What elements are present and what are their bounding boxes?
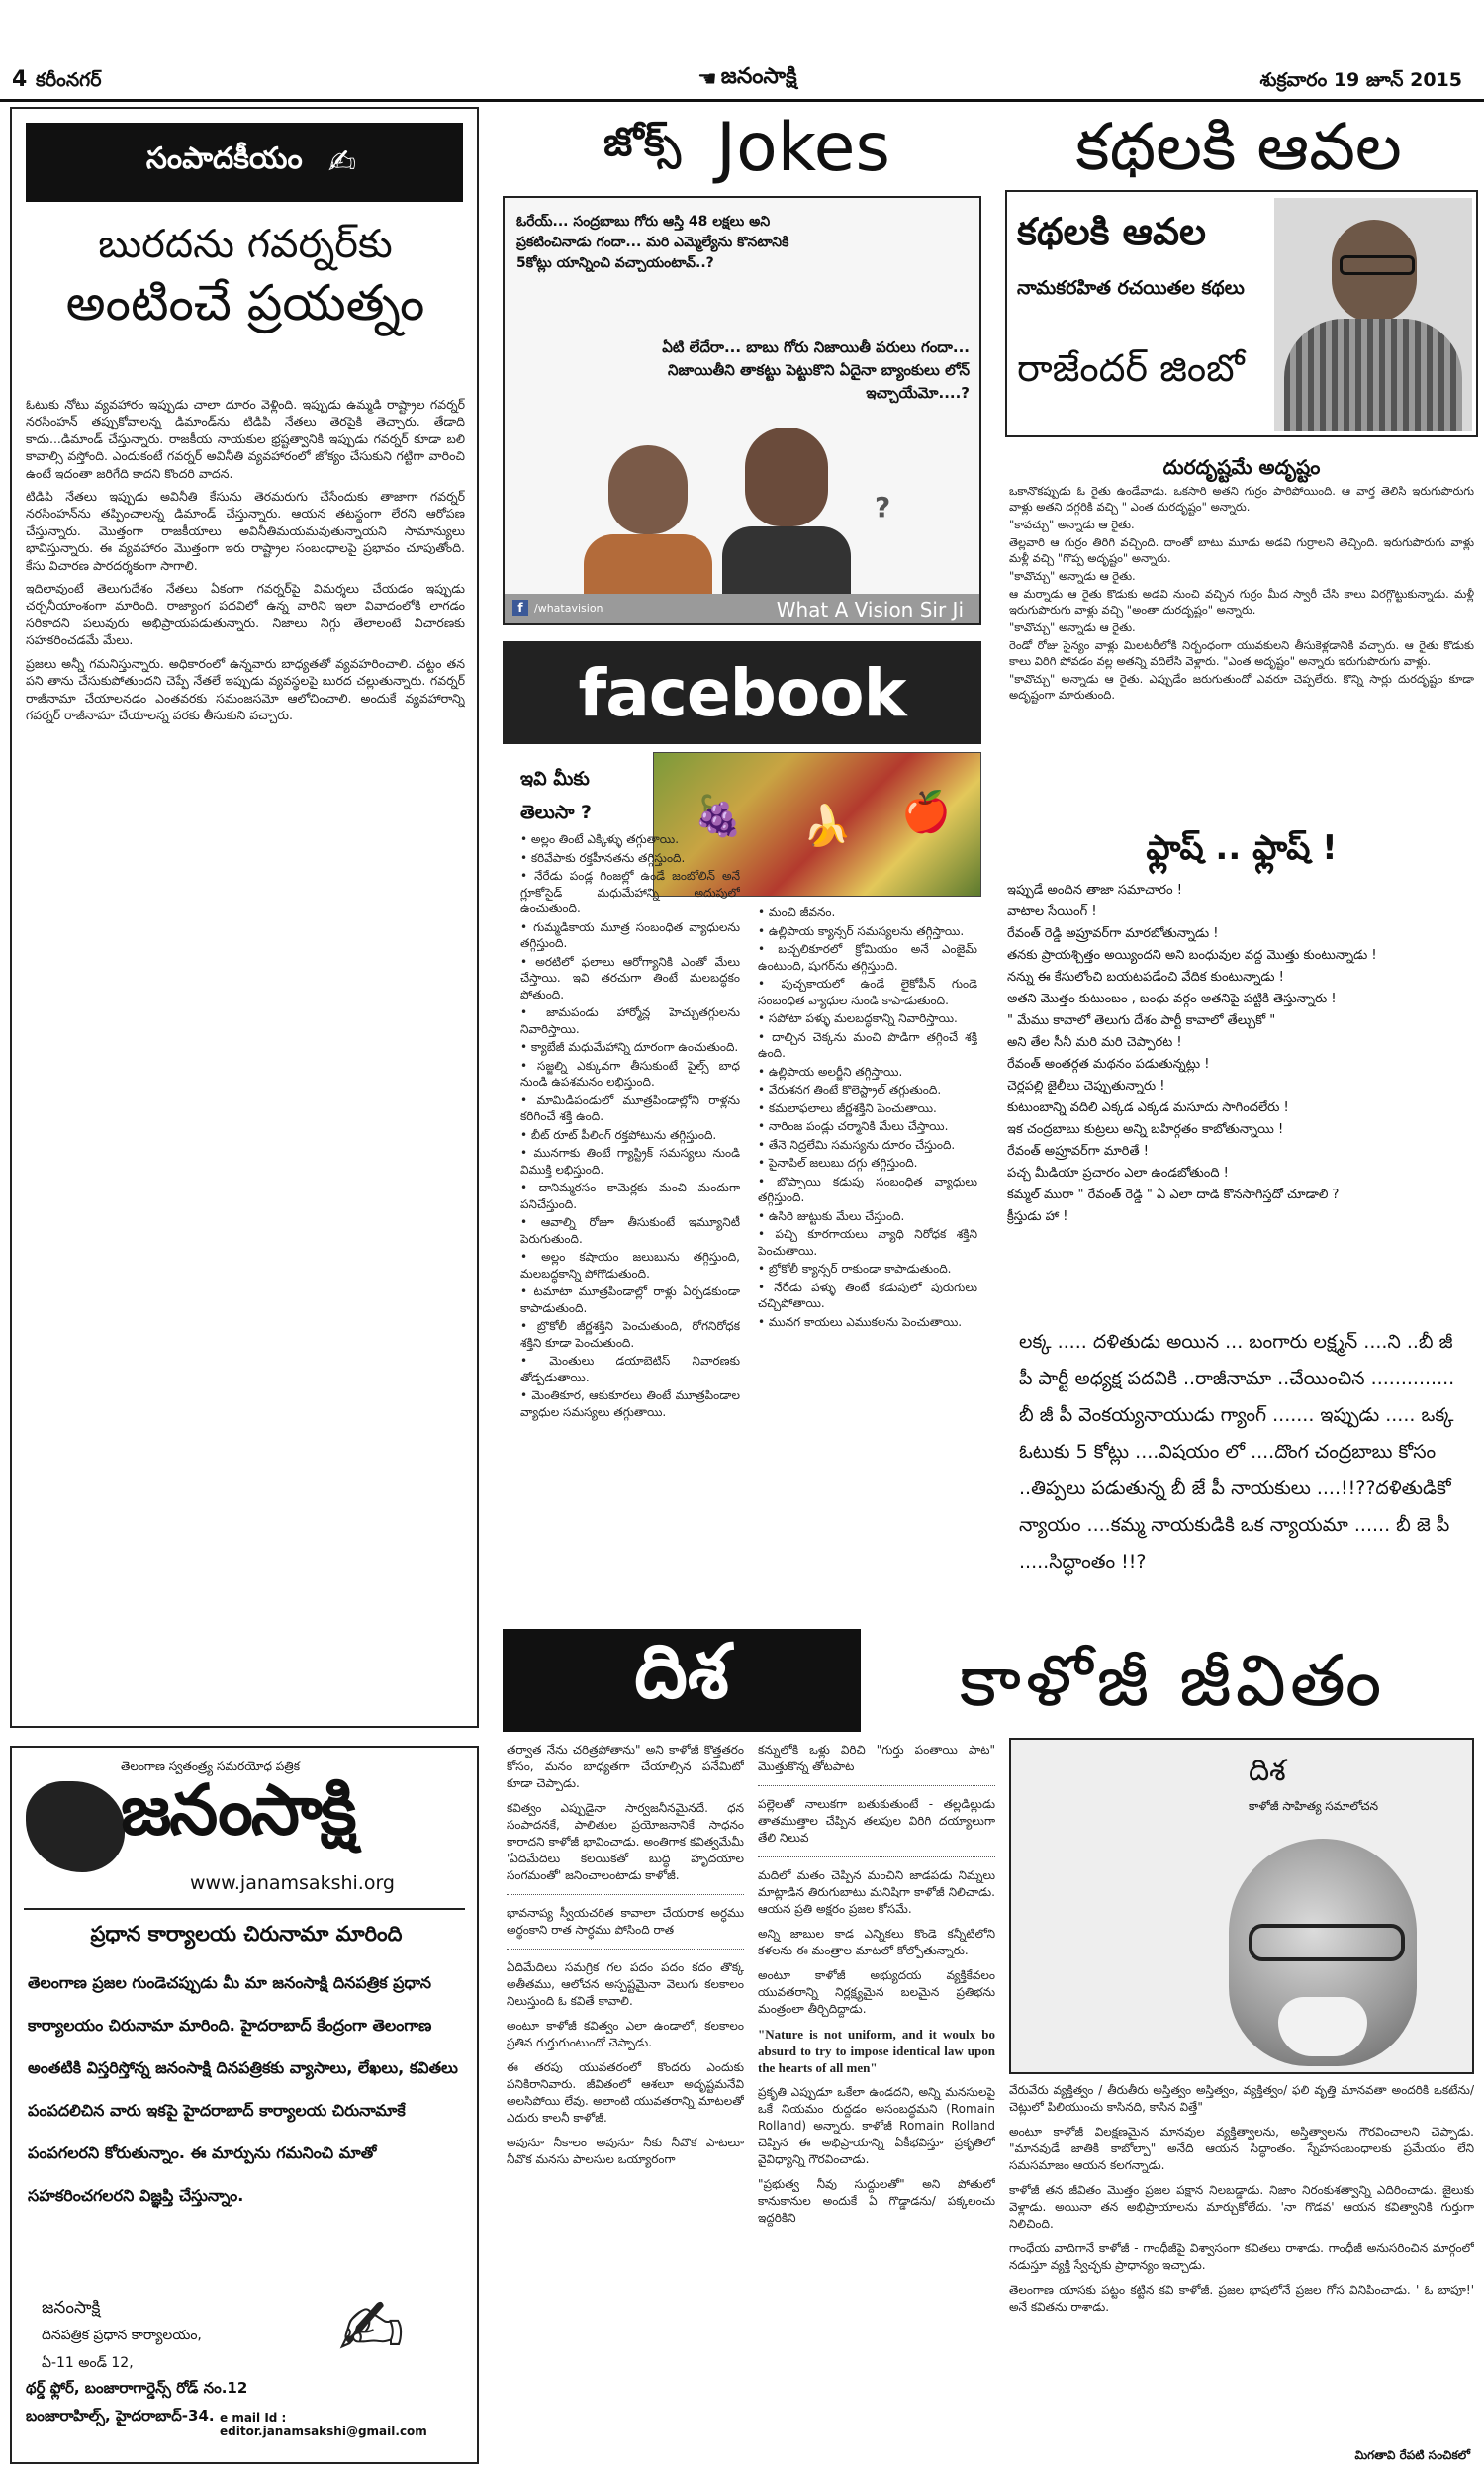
kaloji-paragraph: తెలంగాణ యాసకు పట్టం కట్టిన కవి కాళోజీ. ప్రజల భాషలోనే ప్రజల గోస వినిపించాడు. ' ఓ బాపూ!' అనే కవితను రాశాడు.: [1009, 2283, 1474, 2314]
disha-book-title: దిశ: [1249, 1754, 1286, 1788]
health-tip: • మునగ కాయలు ఎముకలను పెంచుతాయి.: [758, 1314, 963, 1329]
question-mark-icon: ?: [875, 491, 891, 523]
editorial-label: సంపాదకీయం: [133, 142, 317, 183]
flash-line: పచ్చ మీడియా ప్రచారం ఎలా ఉండబోతుంది !: [1007, 1166, 1229, 1181]
editorial-headline-line1: బురదను గవర్నర్‌కు: [98, 222, 393, 267]
kaloji-paragraph: అంటూ కాళోజీ అభ్యుదయ వ్యక్తికేవలం యువతరాన్ని నిర్లక్ష్యమైన బలమైన ప్రతిభను మంత్రంలా తీర్చిదిద్దాడు.: [758, 1968, 995, 2016]
book-cover: [1005, 190, 1478, 437]
flash-line: అతని మొత్తం కుటుంబం , బంధు వర్గం అతనిపై పట్టికి తెస్తున్నారు !: [1007, 992, 1337, 1006]
joke-bubble-1: ఓరేయ్... సంద్రబాబు గోరు ఆస్తి 48 లక్షలు అని ప్రకటించినాడు గందా... మరి ఎమ్మెల్యేను కొనటానికి 5కోట్లు యాన్నించి వచ్చాయంటావ్..?: [516, 214, 789, 271]
health-tip: • దానిమ్మరసం కామెర్లకు మంచి మందుగా పనిచేస్తుంది.: [520, 1181, 740, 1211]
health-tip: • గుమ్మడికాయ మూత్ర సంబంధిత వ్యాధులను తగ్గిస్తుంది.: [520, 919, 740, 950]
kaloji-paragraph: అంటూ కాళోజీ కవిత్వం ఎలా ఉండాలో, కలకాలం ప్రతిన గుర్తుగుంటుందో చెప్పాడు.: [507, 2019, 744, 2049]
kaloji-paragraph: ప్రకృతి ఎప్పుడూ ఒకేలా ఉండదని, అన్ని మనసులపై ఒకే నియమం రుద్దడం అసంబద్ధమని (Romain Rolland) అన్నారు. కాళోజీ Romain Rolland చెప్పిన ఈ అభిప్రాయాన్ని ఏకీభవిస్తూ ప్రకృతిలో వైవిధ్యాన్ని గౌరవించాడు.: [758, 2085, 995, 2166]
health-tip: • సపోటా పళ్ళు మలబద్ధకాన్ని నివారిస్తాయి.: [758, 1011, 958, 1025]
fruit-icon: 🍇: [694, 794, 743, 839]
flash-line: రేవంత్ రెడ్డి అప్రూవర్‌గా మారబోతున్నాడు !: [1007, 926, 1219, 941]
health-tip: • కరివేపాకు రక్తహీనతను తగ్గిస్తుంది.: [520, 850, 686, 865]
flash-line: రేవంత్ అంతర్గత మథనం పడుతున్నట్లు !: [1007, 1057, 1210, 1072]
kaloji-column-2: [758, 1742, 995, 2464]
paper-name: జనంసాక్షి: [720, 64, 797, 89]
address-line: థర్డ్ ఫ్లోర్, బంజారాగార్డెన్స్ రోడ్ నం.12: [26, 2379, 248, 2397]
editorial-label-bar: [26, 123, 463, 202]
address-line: దినపత్రిక ప్రధాన కార్యాలయం,: [42, 2328, 202, 2343]
masthead-logo: [697, 63, 797, 95]
health-tip: • వేరుశనగ తింటే కొలెస్ట్రాల్ తగ్గుతుంది.: [758, 1083, 942, 1096]
health-tip: • మంచి జీవనం.: [758, 905, 836, 919]
flash-highlight: లక్క ..... దళితుడు అయిన ... బంగారు లక్ష్మన్ ....ని ..బీ జీ పీ పార్టీ అధ్యక్ష పదవికి ..రాజీనామా ..చేయించిన .............. బీ జీ పీ వెంకయ్యనాయుడు గ్యాంగ్ ....... ఇప్పుడు ..... ఒక్క ఓటుకు 5 కోట్లు ....విషయం లో ....దొంగ చంద్రబాబు కోసం ..తిప్పలు పడుతున్న బీ జే పీ నాయకులు ....!!??దళితుడికో న్యాయం ....కమ్మ నాయకుడికి ఒక న్యాయమా ...... బీ జె పీ .....సిద్ధాంతం !!?: [1019, 1331, 1455, 1572]
flash-line: రేవంత్ అప్రూవర్‌గా మారితే !: [1007, 1144, 1149, 1159]
health-tip: • ఉల్లిపాయ క్యాన్సర్ సమస్యలను తగ్గిస్తాయి.: [758, 923, 965, 938]
flash-line: వాటాల సేయింగ్ !: [1007, 904, 1097, 919]
health-tip: • క్యాబేజీ మధుమేహాన్ని దూరంగా ఉంచుతుంది.: [520, 1040, 739, 1054]
editorial-headline: [18, 218, 473, 334]
health-tip: • తేనె నిద్రలేమి సమస్యను దూరం చేస్తుంది.: [758, 1137, 956, 1152]
kaloji-column-3: [1009, 2082, 1474, 2450]
kaloji-paragraph: కన్నులోకి ఒళ్లు విరిచి "గుర్తు పంతాయి పాట" మొత్తుకొన్న తోటపాట: [758, 1743, 995, 1773]
health-tip: • బీట్ రూట్ పీలింగ్ రక్తపోటును తగ్గిస్తుంది.: [520, 1127, 717, 1142]
separator: [507, 1949, 744, 1950]
kaloji-paragraph: వేరువేరు వ్యక్తిత్వం / తీరుతీరు అస్తిత్వం అస్తిత్వం, వ్యక్తిత్వం/ ఫలి వృత్తి మానవతా అందరికి ఒకటేను/ చెట్లులో పిలియుంచు కాసినది, కాసిన విత్తే": [1009, 2083, 1474, 2114]
disha-label-block: [503, 1629, 861, 1732]
kaloji-paragraph: కవిత్వం ఎప్పుడైనా సార్వజనీనమైనదే. ధన సంపాదనకే, పాలితుల ప్రయోజనానికే సాధనం కారాదని కాళోజీ భావించాడు. అంతిగాక కవిత్వమేమీ 'ఏదిమేదిలు కలయికతో బుద్ధి హృదయాల సంగమంతో' జనించాలంటాడు కాళోజీ.: [507, 1801, 744, 1882]
book-author: రాజేందర్ జింబో: [1017, 346, 1245, 390]
editorial-paragraph: ఓటుకు నోటు వ్యవహారం ఇప్పుడు చాలా దూరం వెళ్లింది. ఇప్పుడు ఉమ్మడి రాష్ట్రాల గవర్నర్ నరసింహన్ తప్పుకోవాలన్న డిమాండ్‌ను టిడిపి నేతలు తెరపైకి తెచ్చారు. తేడాది కాదు...డిమాండ్ చేస్తున్నారు. రాజకీయ నాయకుల భ్రష్టత్వానికి ఇప్పుడు గవర్నర్ కూడా బలి కావాల్సి వస్తోంది. ఎందుకంటే గవర్నర్ అవినీతి వ్యవహారంలో జోక్యం చేసుకుని గట్టిగా వారించి ఉంటే ఇదంతా జరిగేది కాదని కొందరి వాదన.: [26, 397, 465, 481]
jokes-cartoon: [503, 196, 981, 625]
health-tip: • కమలాఫలాలు జీర్ణశక్తిని పెంచుతాయి.: [758, 1100, 937, 1115]
health-tip: • మునగాకు తింటే గ్యాస్ట్రిక్ సమస్యలు నుండి విముక్తి లభిస్తుంది.: [520, 1146, 740, 1177]
author-photo: [1274, 198, 1472, 431]
fruit-icon: 🍌: [802, 804, 852, 849]
editorial-headline-line2: అంటించే ప్రయత్నం: [65, 274, 425, 332]
flash-title: ఫ్లాష్ .. ఫ్లాష్ !: [1146, 828, 1338, 868]
kaloji-portrait: [1199, 1829, 1446, 2074]
advert-rule: [24, 1908, 465, 1910]
story-paragraph: ఒకానొకప్పుడు ఓ రైతు ఉండేవాడు. ఒకసారి అతని గుర్రం పారిపోయింది. ఆ వార్త తెలిసి ఇరుగుపొరుగు వాళ్లు అతని దగ్గరికి వచ్చి " ఎంత దురదృష్టం" అన్నారు.: [1009, 484, 1474, 514]
disha-label: దిశ: [634, 1627, 729, 1715]
flash-line: కమ్మల్ మురా " రేవంత్ రెడ్డి " ఏ ఎలా దాడి కొనసాగిస్తదో చూడాలి ?: [1007, 1188, 1340, 1202]
story-paragraph: "కావొచ్చు" అన్నాడు ఆ రైతు.: [1009, 620, 1136, 634]
story-paragraph: "కావొచ్చు" అన్నాడు ఆ రైతు. ఎప్పుడేం జరుగుతుందో ఎవరూ చెప్పలేరు. కొన్ని సార్లు దురదృష్టం కూడా అదృష్టంగా మారుతుంది.: [1009, 672, 1474, 702]
flash-line: కుటుంబాన్ని వదిలి ఎక్కడ ఎక్కడ మసూదు సాగిందలేరు !: [1007, 1100, 1289, 1115]
separator: [758, 1856, 995, 1857]
kaloji-paragraph: ఏదిమేదిలు సమగ్రిక గల పదం పదం కదం తొక్క అతీతము, ఆలోచన అస్పష్టమైనా వెలుగు కలకాలం నిలుస్తుంది ఓ కవితే కావాలి.: [507, 1960, 744, 2008]
story-paragraph: ఆ మర్నాడు ఆ రైతు కొడుకు అడవి నుంచి వచ్చిన గుర్రం మీద స్వారీ చేసి కాలు విరగ్గొట్టుకున్నాడు. మళ్లీ ఇరుగుపొరుగు వాళ్లు వచ్చి "అంతా దురదృష్టం" అన్నారు.: [1009, 587, 1474, 617]
pen-icon: ✍: [327, 143, 357, 182]
health-tip: • అల్లం కషాయం జలుబును తగ్గిస్తుంది, మలబద్ధకాన్ని పోగొడుతుంది.: [520, 1250, 740, 1281]
kaloji-paragraph: అంటూ కాళోజీ విలక్షణమైన మానవుల వ్యక్తిత్వాలను, అస్తిత్వాలను గౌరవించాలని చెప్పాడు. "మానవుడే జాతికి కాబోల్పా" అనేది ఆయన సిద్ధాంతం. స్నేహసంబంధాలకు ప్రమేయం లేని సమసమాజం ఆయన కలగన్నాడు.: [1009, 2125, 1474, 2172]
flash-line: అని తేల సీనీ మరి మరి చెప్పారట !: [1007, 1035, 1182, 1050]
logo-hand-icon: ☚: [697, 66, 717, 92]
editorial-paragraph: టిడిపి నేతలు ఇప్పుడు అవినీతి కేసును తెరమరుగు చేసేందుకు తాజాగా గవర్నర్ నరసింహన్‌ను తప్పించాలన్న డిమాండ్ చేస్తున్నారు. ఆయన తటస్థంగా లేరని ఆరోపణ చేస్తున్నారు. మొత్తంగా రాజకీయాలు అవినీతిమయమవుతున్నాయని సామాన్యులు భావిస్తున్నారు. ఈ వ్యవహారం మొత్తంగా ఇరు రాష్ట్రాల సంబంధాలపై ప్రభావం చూపుతోంది. కేసు విచారణ పారదర్శకంగా సాగాలి.: [26, 489, 465, 573]
continued-note: మిగతావి రేపటి సంచికలో: [1354, 2448, 1470, 2462]
flash-line: తనకు ప్రాయశ్చిత్తం అయ్యిందని అని బంధువుల వద్ద మొత్తు కుంటున్నాడు !: [1007, 948, 1377, 963]
kaloji-paragraph: కాళోజీ తన జీవితం మొత్తం ప్రజల పక్షాన నిలబడ్డాడు. నిజాం నిరంకుశత్వాన్ని ఎదిరించాడు. జైలుకు వెళ్లాడు. అయినా తన అభిప్రాయాలను మార్చుకోలేదు. 'నా గొడవ' ఆయన కవిత్వానికి గుర్తుగా నిలిచింది.: [1009, 2183, 1474, 2231]
health-tip: • టమాటా మూత్రపిండాల్లో రాళ్లు ఏర్పడకుండా కాపాడుతుంది.: [520, 1285, 740, 1315]
advert-address: [42, 2294, 338, 2377]
disha-book-subtitle: కాళోజీ సాహిత్య సమాలోచన: [1249, 1799, 1379, 1813]
health-tip: • ఉసిరి జుట్టుకు మేలు చేస్తుంది.: [758, 1208, 905, 1223]
health-tip: • నేరేడు పండ్ల గింజల్లో ఉండే జంబోలిన్ అనే గ్లూకోసైడ్ మధుమేహాన్ని అదుపులో ఉంచుతుంది.: [520, 869, 740, 915]
health-tip: • ఉల్లిపాయ అలర్జీని తగ్గిస్తాయి.: [758, 1064, 903, 1079]
stories-header: కథలకి ఆవల: [1075, 109, 1402, 185]
address-line: బంజారాహిల్స్, హైదరాబాద్-34.: [26, 2407, 215, 2425]
health-tip: • దాల్చిన చెక్కను మంచి పొడిగా తగ్గించే శక్తి ఉంది.: [758, 1029, 977, 1060]
joke-bubble-2: ఏటి లేదేరా... బాబు గోరు నిజాయితీ పరులు గందా... నిజాయితీని తాకట్టు పెట్టుకొని ఏదైనా బ్యాంకులు లోన్ ఇచ్చాయేమో....?: [662, 338, 970, 402]
cartoon-caption-bar: [505, 594, 979, 623]
section-name: కరీంనగర్: [36, 69, 102, 91]
advert-panel: [10, 1746, 479, 2464]
masthead: [0, 0, 1484, 103]
health-tip: • పుచ్చకాయలో ఉండే లైకోపీన్ గుండె సంబంధిత వ్యాధుల నుండి కాపాడుతుంది.: [758, 977, 977, 1007]
advert-logo: జనంసాక్షి: [121, 1769, 355, 1851]
flash-line: చెర్లపల్లి జైలీలు చెప్పుతున్నారు !: [1007, 1079, 1165, 1094]
address-line: జనంసాక్షి: [42, 2298, 101, 2318]
facebook-tips-right: [758, 904, 977, 1613]
kaloji-quote: "Nature is not uniform, and it woulx bo absurd to try to impose identical law upon the hearts of all men": [758, 2027, 995, 2075]
book-title: కథలకి ఆవల: [1017, 210, 1206, 253]
editorial-panel: [10, 107, 479, 1728]
health-tip: • ఆవాల్ని రోజూ తీసుకుంటే ఇమ్యూనిటీ పెరుగుతుంది.: [520, 1215, 740, 1246]
facebook-question: ఇవి మీకు తెలుసా ?: [520, 768, 593, 823]
cartoon-watermark: /whatavision: [534, 602, 603, 615]
facebook-banner: [503, 641, 981, 744]
health-tip: • పచ్చి కూరగాయలు వ్యాధి నిరోధక శక్తిని పెంచుతాయి.: [758, 1227, 977, 1258]
story-paragraph: "కావచ్చు" అన్నాడు ఆ రైతు.: [1009, 518, 1135, 531]
health-tip: • బ్రొకోలీ జీర్ణశక్తిని పెంచుతుంది, రోగనిరోధక శక్తిని కూడా పెంచుతుంది.: [520, 1319, 740, 1350]
jokes-title-english: Jokes: [716, 108, 890, 187]
kaloji-paragraph: మదిలో మతం చెప్పిన మంచిని జాడపడు నిమ్నలు మాట్లాడిన తిరుగుబాటు మనిషిగా కాళోజీ నిలిచాడు. ఆయన ప్రతి అక్షరం ప్రజల కోసమే.: [758, 1868, 995, 1916]
editorial-body: [26, 396, 465, 1712]
advert-email: e mail Id : editor.janamsakshi@gmail.com: [220, 2411, 427, 2438]
story-paragraph: రెండో రోజు సైన్యం వాళ్లు మిలటరీలోకి నిర్బంధంగా యువకులని తీసుకెళ్లడానికి వచ్చారు. ఆ రైతు కొడుకు కాలు విరిగి పోవడం వల్ల అతన్ని వదిలేసి వెళ్లారు. "ఎంత అదృష్టం" అన్నారు ఇరుగుపొరుగు వాళ్లు.: [1009, 638, 1474, 668]
flash-line: ఇక చంద్రబాబు కుట్రలు అన్ని బహిర్గతం కాబోతున్నాయి !: [1007, 1122, 1284, 1137]
health-tip: • నేరేడు పళ్ళు తింటే కడుపులో పురుగులు చచ్చిపోతాయి.: [758, 1280, 977, 1310]
fruit-icon: 🍎: [901, 790, 951, 835]
issue-date: శుక్రవారం 19 జూన్ 2015: [1259, 69, 1462, 91]
address-line: ఏ-11 అండ్ 12,: [42, 2355, 134, 2371]
kaloji-paragraph: అన్ని జాబుల కాడ ఎన్నికలు కొండె కన్నీటిలోని కళలను ఈ మంత్రాల మాటలో కోల్పోతున్నారు.: [758, 1927, 995, 1957]
flash-line: క్రీస్తుడు హా !: [1007, 1209, 1068, 1224]
kaloji-paragraph: గాంధేయ వాదిగానే కాళోజీ - గాంధీజీపై విశ్వాసంగా కవితలు రాశాడు. గాంధీజీ అనుసరించిన మార్గంలో నడుస్తూ వ్యక్తి స్వేచ్ఛకు ప్రాధాన్యం ఇచ్చాడు.: [1009, 2241, 1474, 2272]
cartoon-figure-1: [584, 445, 712, 594]
story-body: [1009, 483, 1474, 815]
health-tip: • బ్రోకోలీ క్యాన్సర్ రాకుండా కాపాడుతుంది.: [758, 1262, 952, 1276]
health-tip: • మామిడిపండులో మూత్రపిండాల్లోని రాళ్లను కరిగించే శక్తి ఉంది.: [520, 1093, 740, 1123]
kaloji-paragraph: "ప్రభుత్వ నీవు సుద్దులతో" అని పోతులో కానుకానుల అందుకే ఏ గొడ్డాడను/ పక్కలంచు ఇద్దరికిని: [758, 2177, 995, 2225]
kaloji-title: కాళోజీ జీవితం: [959, 1639, 1386, 1722]
separator: [507, 1894, 744, 1895]
story-paragraph: తెల్లవారి ఆ గుర్రం తిరిగి వచ్చింది. దాంతో బాటు మూడు అడవి గుర్రాలని తెచ్చింది. ఇరుగుపొరుగు వాళ్లు మళ్లీ వచ్చి "గొప్ప అదృష్టం" అన్నారు.: [1009, 535, 1474, 565]
story-title: దురదృష్టమే అదృష్టం: [1162, 455, 1321, 479]
health-tip: • బొప్పాయి కడుపు సంబంధిత వ్యాధులు తగ్గిస్తుంది.: [758, 1174, 977, 1204]
telangana-map-icon: [26, 1781, 125, 1872]
page-number: 4: [12, 67, 28, 92]
kaloji-paragraph: తర్వాత నేను చరిత్రపోతాను" అని కాళోజీ కొత్తతరం కోసం, మనం బాధ్యతగా చేయాల్సిన పనేమిటో కూడా చెప్పాడు.: [507, 1743, 744, 1790]
flash-line: ఇప్పుడే అందిన తాజా సమాచారం !: [1007, 883, 1182, 898]
advert-headline: ప్రధాన కార్యాలయ చిరునామా మారింది: [90, 1922, 403, 1946]
health-tip: • మెంతికూర, ఆకుకూరలు తింటే మూత్రపిండాల వ్యాధుల సమస్యలు తగ్గుతాయి.: [520, 1388, 740, 1419]
health-tip: • మెంతులు డయాబెటిస్ నివారణకు తోడ్పడుతాయి.: [520, 1354, 740, 1384]
jokes-header: [505, 103, 989, 192]
cartoon-caption: What A Vision Sir Ji: [776, 598, 964, 621]
editorial-paragraph: ఇదిలావుంటే తెలుగుదేశం నేతలు ఏకంగా గవర్నర్‌పై విమర్శలు చేయడం ఇప్పుడు చర్చనీయాంశంగా మారింది. రాజ్యాంగ పదవిలో ఉన్న వారిని ఇలా వివాదంలోకి లాగడం సరికాదని పలువురు అభిప్రాయపడుతున్నారు. నిజాలు నిగ్గు తేలాలంటే విచారణకు సహకరించడమే మేలు.: [26, 581, 465, 648]
health-tip: • బచ్చలికూరలో క్రోమియం అనే ఎంజైమ్ ఉంటుంది, షుగర్‌ను తగ్గిస్తుంది.: [758, 942, 977, 973]
health-tip: • సజ్జల్ని ఎక్కువగా తీసుకుంటే పైల్స్ బాధ నుండి ఉపశమనం లభిస్తుంది.: [520, 1058, 740, 1089]
kaloji-paragraph: ఈ తరపు యువతరంలో కొందరు ఎందుకు పనికిరానివారు. జీవితంలో ఆశలూ అదృష్టమనేవి అలసిపోయి లేవు. అలాంటి యువతరాన్ని మాటలతో ఎదురు కాలనీ కాళోజీ.: [507, 2060, 744, 2125]
flash-line: నన్ను ఈ కేసులోంచి బయటపడేంచి వేదిక కుంటున్నాడు !: [1007, 970, 1284, 985]
cartoon-figure-2: [722, 428, 851, 594]
kaloji-paragraph: భావనాప్య స్వీయచరిత కావాలా చేయరాక అర్ధము అర్థంకాని రాత సార్ధము పోసింది రాత: [507, 1906, 744, 1937]
kaloji-paragraph: పల్లెలతో నాలుకగా బతుకుతుంటే - తల్లడిల్లుడు తాతముత్తాల చేప్పిన తలపుల విరిగి దయ్యాలుగా తేలి నిలువ: [758, 1797, 995, 1845]
advert-tagline: తెలంగాణ స్వతంత్ర్య సమరయోధ పత్రిక: [121, 1760, 300, 1773]
health-tip: • పైనాపిల్ జలుబు దగ్గు తగ్గిస్తుంది.: [758, 1156, 918, 1170]
kaloji-paragraph: అవునూ నీకాలం అవునూ నీకు నీవొక పాటలూ నీవొక మనసు పాలసుల ఒయ్యారంగా: [507, 2136, 744, 2166]
kaloji-column-1: [507, 1742, 744, 2464]
flash-lines: [1007, 881, 1476, 1306]
facebook-tips-left: [520, 831, 740, 1613]
health-tip: • అల్లం తింటే ఎక్కిళ్ళు తగ్గుతాయి.: [520, 832, 680, 846]
masthead-rule: [0, 99, 1484, 102]
disha-book-cover: [1009, 1738, 1474, 2074]
advert-website: www.janamsakshi.org: [190, 1872, 395, 1894]
facebook-logo: facebook: [578, 654, 906, 731]
book-subtitle: నామకరహిత రచయితల కథలు: [1017, 277, 1245, 299]
hand-pen-icon: ✍: [338, 2282, 406, 2374]
fb-small-icon: f: [512, 600, 528, 616]
health-tip: • నారింజ పండ్లు చర్మానికి మేలు చేస్తాయి.: [758, 1119, 949, 1133]
editorial-paragraph: ప్రజలు అన్నీ గమనిస్తున్నారు. అధికారంలో ఉన్నవారు బాధ్యతతో వ్యవహరించాలి. చట్టం తన పని తాను చేసుకుపోతుందని చెప్పే నేతలే ఇప్పుడు వ్యవస్థలపై బురద చల్లుతున్నారు. గవర్నర్ రాజీనామా చేయాలనడం ఎంతవరకు సమంజసమో ఆలోచించాలి. అందుకే వ్యవహారాన్ని గవర్నర్ రాజీనామా చేయాలన్న వరకు తీసుకుని వచ్చారు.: [26, 655, 465, 722]
advert-body: తెలంగాణ ప్రజల గుండెచప్పుడు మీ మా జనంసాక్షి దినపత్రిక ప్రధాన కార్యాలయం చిరునామా మారింది. హైదరాబాద్ కేంద్రంగా తెలంగాణ అంతటికి విస్తరిస్తోన్న జనంసాక్షి దినపత్రికకు వ్యాసాలు, లేఖలు, కవితలు పంపదలిచిన వారు ఇకపై హైదరాబాద్ కార్యాలయ చిరునామాకే పంపగలరని కోరుతున్నాం. ఈ మార్పును గమనించి మాతో సహకరించగలరని విజ్ఞప్తి చేస్తున్నాం.: [28, 1973, 458, 2205]
jokes-title-telugu: జోక్స్: [603, 120, 682, 165]
flash-line: " మేము కావాలో తెలుగు దేశం పార్టీ కావాలో తేల్చుకో ": [1007, 1013, 1276, 1028]
health-tip: • జామపండు హార్మోన్ల హెచ్చుతగ్గులను నివారిస్తాయి.: [520, 1005, 740, 1036]
health-tip: • అరటిలో ఫలాలు ఆరోగ్యానికి ఎంతో మేలు చేస్తాయి. ఇవి తరచుగా తింటే మలబద్ధకం పోతుంది.: [520, 954, 740, 1001]
story-paragraph: "కావొచ్చు" అన్నాడు ఆ రైతు.: [1009, 569, 1136, 583]
separator: [758, 1785, 995, 1786]
